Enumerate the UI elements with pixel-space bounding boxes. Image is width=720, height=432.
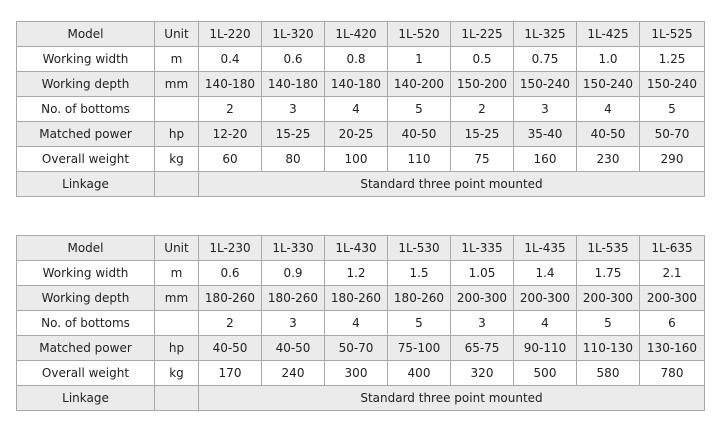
- unit-header: Unit: [155, 22, 199, 47]
- table-cell: 4: [514, 311, 577, 336]
- model-header: Model: [17, 22, 155, 47]
- table-cell: 2.1: [640, 261, 705, 286]
- table-cell: 65-75: [451, 336, 514, 361]
- linkage-value: Standard three point mounted: [199, 172, 705, 197]
- model-name: 1L-420: [325, 22, 388, 47]
- row-label: Working depth: [17, 72, 155, 97]
- table-cell: 1.4: [514, 261, 577, 286]
- table-cell: 240: [262, 361, 325, 386]
- table-cell: 180-260: [262, 286, 325, 311]
- row-unit: kg: [155, 147, 199, 172]
- row-label: Overall weight: [17, 361, 155, 386]
- table-cell: 230: [577, 147, 640, 172]
- row-unit: hp: [155, 122, 199, 147]
- linkage-row: [17, 386, 705, 411]
- unit-header: Unit: [155, 236, 199, 261]
- row-unit: [155, 172, 199, 197]
- table-cell: 75: [451, 147, 514, 172]
- model-name: 1L-435: [514, 236, 577, 261]
- model-header: Model: [17, 236, 155, 261]
- row-label: Matched power: [17, 336, 155, 361]
- table-cell: 140-180: [325, 72, 388, 97]
- table-cell: 500: [514, 361, 577, 386]
- table-cell: 15-25: [262, 122, 325, 147]
- table-cell: 200-300: [514, 286, 577, 311]
- model-name: 1L-520: [388, 22, 451, 47]
- table-cell: 50-70: [325, 336, 388, 361]
- header-row: [17, 22, 705, 47]
- table-cell: 150-200: [451, 72, 514, 97]
- model-name: 1L-335: [451, 236, 514, 261]
- table-cell: 15-25: [451, 122, 514, 147]
- model-name: 1L-430: [325, 236, 388, 261]
- table-cell: 150-240: [577, 72, 640, 97]
- table-cell: 400: [388, 361, 451, 386]
- table-cell: 2: [199, 97, 262, 122]
- model-name: 1L-330: [262, 236, 325, 261]
- model-name: 1L-535: [577, 236, 640, 261]
- row-unit: [155, 311, 199, 336]
- row-label: Linkage: [17, 172, 155, 197]
- table-cell: 0.6: [262, 47, 325, 72]
- table-cell: 0.6: [199, 261, 262, 286]
- table-cell: 80: [262, 147, 325, 172]
- table-cell: 3: [262, 311, 325, 336]
- row-label: Overall weight: [17, 147, 155, 172]
- table-cell: 160: [514, 147, 577, 172]
- overall-weight-row: [17, 361, 705, 386]
- model-name: 1L-225: [451, 22, 514, 47]
- table-cell: 5: [640, 97, 705, 122]
- row-unit: hp: [155, 336, 199, 361]
- table-cell: 110-130: [577, 336, 640, 361]
- table-cell: 180-260: [325, 286, 388, 311]
- matched-power-row: [17, 336, 705, 361]
- row-label: Working width: [17, 47, 155, 72]
- model-name: 1L-325: [514, 22, 577, 47]
- table-cell: 20-25: [325, 122, 388, 147]
- table-cell: 2: [199, 311, 262, 336]
- table-cell: 1.5: [388, 261, 451, 286]
- header-row: [17, 236, 705, 261]
- table-cell: 75-100: [388, 336, 451, 361]
- table-cell: 60: [199, 147, 262, 172]
- bottoms-row: [17, 97, 705, 122]
- table-cell: 150-240: [640, 72, 705, 97]
- spec-table-2: [16, 235, 705, 411]
- table-cell: 130-160: [640, 336, 705, 361]
- table-cell: 4: [325, 311, 388, 336]
- table-cell: 150-240: [514, 72, 577, 97]
- row-unit: [155, 97, 199, 122]
- table-cell: 5: [388, 311, 451, 336]
- table-cell: 170: [199, 361, 262, 386]
- table-cell: 1.2: [325, 261, 388, 286]
- table-cell: 1: [388, 47, 451, 72]
- table-cell: 4: [577, 97, 640, 122]
- working-depth-row: [17, 72, 705, 97]
- table-cell: 100: [325, 147, 388, 172]
- table-cell: 12-20: [199, 122, 262, 147]
- table-cell: 6: [640, 311, 705, 336]
- table-cell: 140-200: [388, 72, 451, 97]
- bottoms-row: [17, 311, 705, 336]
- table-cell: 35-40: [514, 122, 577, 147]
- row-label: Linkage: [17, 386, 155, 411]
- table-cell: 3: [262, 97, 325, 122]
- table-cell: 1.0: [577, 47, 640, 72]
- spec-table-1: [16, 21, 705, 197]
- model-name: 1L-530: [388, 236, 451, 261]
- row-unit: [155, 386, 199, 411]
- table-cell: 110: [388, 147, 451, 172]
- working-depth-row: [17, 286, 705, 311]
- model-name: 1L-220: [199, 22, 262, 47]
- row-label: Matched power: [17, 122, 155, 147]
- row-unit: m: [155, 261, 199, 286]
- table-cell: 200-300: [451, 286, 514, 311]
- table-cell: 90-110: [514, 336, 577, 361]
- table-cell: 4: [325, 97, 388, 122]
- table-cell: 5: [577, 311, 640, 336]
- model-name: 1L-230: [199, 236, 262, 261]
- table-cell: 140-180: [262, 72, 325, 97]
- row-label: Working depth: [17, 286, 155, 311]
- table-cell: 180-260: [199, 286, 262, 311]
- table-cell: 0.8: [325, 47, 388, 72]
- table-cell: 5: [388, 97, 451, 122]
- table-cell: 40-50: [577, 122, 640, 147]
- model-name: 1L-320: [262, 22, 325, 47]
- table-cell: 780: [640, 361, 705, 386]
- linkage-value: Standard three point mounted: [199, 386, 705, 411]
- table-cell: 3: [514, 97, 577, 122]
- table-cell: 1.25: [640, 47, 705, 72]
- row-label: Working width: [17, 261, 155, 286]
- table-cell: 0.5: [451, 47, 514, 72]
- table-cell: 1.05: [451, 261, 514, 286]
- working-width-row: [17, 47, 705, 72]
- table-cell: 1.75: [577, 261, 640, 286]
- row-unit: mm: [155, 72, 199, 97]
- table-cell: 40-50: [388, 122, 451, 147]
- table-cell: 0.9: [262, 261, 325, 286]
- model-name: 1L-635: [640, 236, 705, 261]
- table-cell: 40-50: [199, 336, 262, 361]
- table-cell: 290: [640, 147, 705, 172]
- row-label: No. of bottoms: [17, 311, 155, 336]
- model-name: 1L-525: [640, 22, 705, 47]
- table-cell: 3: [451, 311, 514, 336]
- model-name: 1L-425: [577, 22, 640, 47]
- linkage-row: [17, 172, 705, 197]
- table-cell: 140-180: [199, 72, 262, 97]
- row-unit: kg: [155, 361, 199, 386]
- table-cell: 0.75: [514, 47, 577, 72]
- row-unit: m: [155, 47, 199, 72]
- row-label: No. of bottoms: [17, 97, 155, 122]
- table-cell: 180-260: [388, 286, 451, 311]
- table-cell: 2: [451, 97, 514, 122]
- table-cell: 200-300: [577, 286, 640, 311]
- table-cell: 320: [451, 361, 514, 386]
- table-cell: 580: [577, 361, 640, 386]
- table-cell: 40-50: [262, 336, 325, 361]
- table-cell: 50-70: [640, 122, 705, 147]
- row-unit: mm: [155, 286, 199, 311]
- table-cell: 0.4: [199, 47, 262, 72]
- matched-power-row: [17, 122, 705, 147]
- table-cell: 300: [325, 361, 388, 386]
- working-width-row: [17, 261, 705, 286]
- overall-weight-row: [17, 147, 705, 172]
- table-cell: 200-300: [640, 286, 705, 311]
